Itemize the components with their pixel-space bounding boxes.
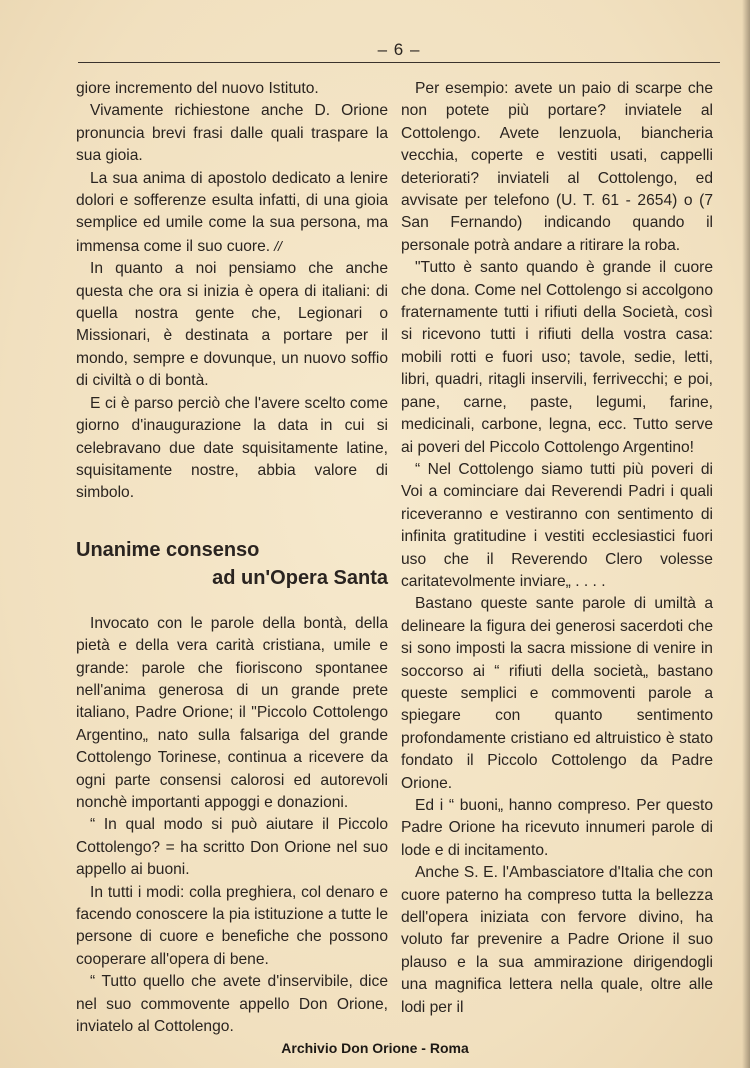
paragraph: E ci è parso perciò che l'avere scelto come giorno d'inaugurazione la data in cui si celebravano due date squisitamente latine, squisitamente nostre, abbia valore di simbolo. bbox=[76, 394, 388, 502]
archive-footer: Archivio Don Orione - Roma bbox=[281, 1040, 469, 1056]
paragraph: Vivamente richiestone anche D. Orione pronuncia brevi frasi dalle quali traspare la sua gioia. bbox=[76, 102, 388, 165]
paragraph: "Tutto è santo quando è grande il cuore che dona. Come nel Cottolengo si accolgono fraternamente tutti i rifiuti della Società, così si ricevono tutti i rifiuti della vostra casa: mobili rotti e fuori uso; tavole, sedie, letti, libri, quadri, ritagli inservili, ferrivecchi; e poi, pane, carne, paste, legumi, farine, medicinali, carbone, legna, ecc. Tutto serve ai poveri del Piccolo Cottolengo Argentino! bbox=[401, 259, 713, 456]
paragraph: In tutti i modi: colla preghiera, col denaro e facendo conoscere la pia istituzione a tutte le persone di cuore e benefiche che possono cooperare all'opera di bene. bbox=[76, 883, 388, 968]
page-number: – 6 – bbox=[377, 40, 421, 59]
paragraph: Bastano queste sante parole di umiltà a delineare la figura dei generosi sacerdoti che si sono imposti la sacra missione di venire in soccorso ai “ rifiuti della società„ bastano queste semplici e commoventi parole a spiegare con quanto sentimento profondamente cristiano ed altruistico è stato fondato il Piccolo Cottolengo da Padre Orione. bbox=[401, 595, 713, 792]
section-heading-line2: ad un'Opera Santa bbox=[212, 566, 388, 589]
paragraph: “ In qual modo si può aiutare il Piccolo Cottolengo? = ha scritto Don Orione nel suo appello ai buoni. bbox=[76, 816, 388, 879]
header-rule bbox=[78, 62, 720, 63]
paragraph: “ Nel Cottolengo siamo tutti più poveri di Voi a cominciare dai Reverendi Padri i quali riceveranno e vestiranno con sentimento di infinita gratitudine i vestiti ecclesiastici fuori uso che il Reverendo Clero volesse caritatevolmente inviare„ . . . . bbox=[401, 460, 713, 590]
paragraph: Invocato con le parole della bontà, della pietà e della vera carità cristiana, umile e grande: parole che fioriscono spontanee nell'anima generosa di un grande prete italiano, Padre Orione; il "Piccolo Cottolengo Argentino„ nato sulla falsariga del grande Cottolengo Torinese, continua a ricevere da ogni parte consensi calorosi ed autorevoli nonchè importanti appoggi e donazioni. bbox=[76, 614, 388, 811]
page-edge-shadow bbox=[742, 0, 750, 1068]
page-header bbox=[78, 40, 720, 62]
paragraph: “ Tutto quello che avete d'inservibile, dice nel suo commovente appello Don Orione, inviatelo al Cottolengo. bbox=[76, 973, 388, 1036]
paragraph: Per esempio: avete un paio di scarpe che non potete più portare? inviatele al Cottolengo. Avete lenzuola, biancheria vecchia, coperte e vestiti usati, cappelli deteriorati? inviateli al Cottolengo, ed avvisate per telefono (U. T. 61 - 2654) o (7 San Fernando) indicando quando il personale potrà andare a ritirare la roba. bbox=[401, 80, 713, 254]
right-column bbox=[401, 78, 713, 1019]
paragraph bbox=[76, 168, 388, 259]
section-heading-line1: Unanime consenso bbox=[76, 538, 260, 561]
left-column bbox=[76, 78, 388, 1038]
paragraph: Anche S. E. l'Ambasciatore d'Italia che con cuore paterno ha compreso tutta la bellezza dell'opera iniziata con fervore divino, ha voluto far prevenire a Padre Orione il suo plauso e la sua ammirazione dirigendogli una magnifica lettera nella quale, oltre alle lodi per il bbox=[401, 864, 713, 1016]
paragraph: In quanto a noi pensiamo che anche questa che ora si inizia è opera di italiani: di quella nostra gente che, Legionari o Missionari, è destinata a portare per il mondo, sempre e dovunque, un nuovo soffio di civiltà o di bontà. bbox=[76, 260, 388, 390]
paragraph: Ed i “ buoni„ hanno compreso. Per questo Padre Orione ha ricevuto innumeri parole di lode e di incitamento. bbox=[401, 797, 713, 859]
paragraph: giore incremento del nuovo Istituto. bbox=[76, 80, 319, 97]
paragraph-text: La sua anima di apostolo dedicato a lenire dolori e sofferenze esulta infatti, di una gioia semplice ed umile come la sua persona, ma immensa come il suo cuore. bbox=[76, 169, 388, 255]
handwritten-mark: // bbox=[274, 237, 282, 254]
